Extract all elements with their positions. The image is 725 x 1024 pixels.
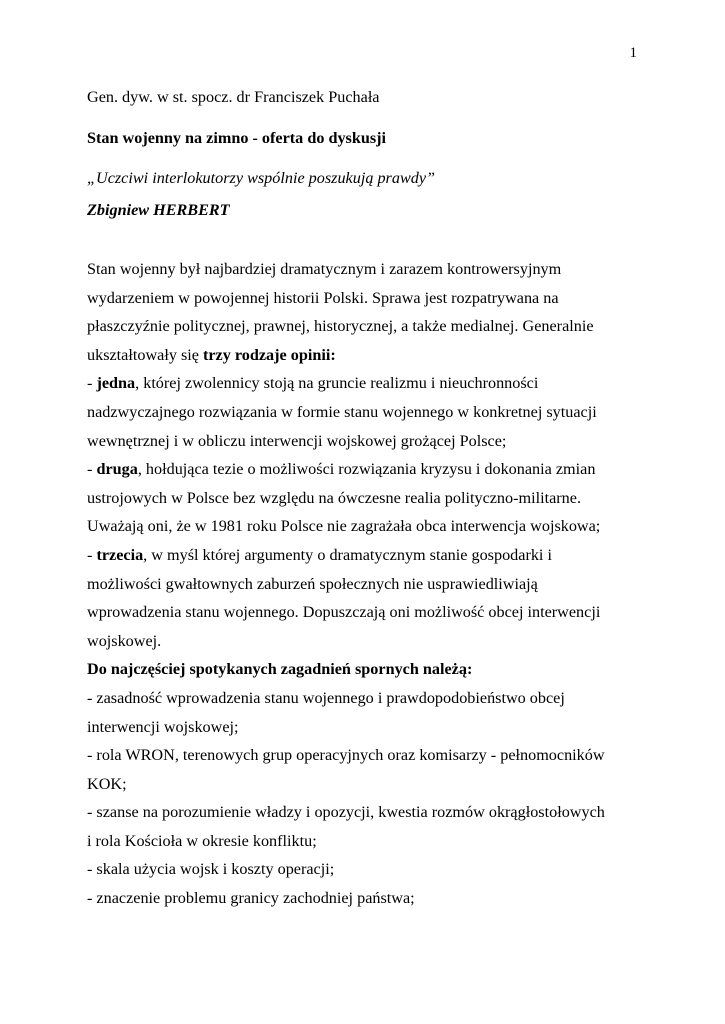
bold-text: trzy rodzaje opinii: — [202, 345, 336, 364]
text-line: płaszczyźnie politycznej, prawnej, historycznej, a także medialnej. Generalnie — [87, 317, 594, 336]
text-line: wewnętrznej i w obliczu interwencji wojskowej grożącej Polsce; — [87, 431, 507, 450]
text-run: - — [87, 460, 97, 479]
text-line: i rola Kościoła w okresie konfliktu; — [87, 831, 317, 850]
list-item: - znaczenie problemu granicy zachodniej państwa; — [87, 889, 415, 908]
list-item: - skala użycia wojsk i koszty operacji; — [87, 860, 335, 879]
list-item: - rola WRON, terenowych grup operacyjnych oraz komisarzy - pełnomocników — [87, 746, 605, 765]
page-number: 1 — [629, 45, 637, 61]
motto-author: Zbigniew HERBERT — [87, 201, 230, 219]
motto-quote: „Uczciwi interlokutorzy wspólnie poszukują prawdy” — [87, 169, 436, 187]
author-line: Gen. dyw. w st. spocz. dr Franciszek Puchała — [87, 88, 380, 106]
text-run: , której zwolennicy stoją na gruncie realizmu i nieuchronności — [135, 374, 539, 393]
list-item: - zasadność wprowadzenia stanu wojennego i prawdopodobieństwo obcej — [87, 688, 565, 707]
text-run: ukształtowały się — [87, 345, 203, 364]
list-item: - szanse na porozumienie władzy i opozycji, kwestia rozmów okrągłostołowych — [87, 803, 605, 822]
document-title: Stan wojenny na zimno - oferta do dyskusji — [87, 129, 387, 147]
opinion-item-first — [87, 369, 647, 398]
opinion-item-third — [87, 541, 647, 570]
bold-text: druga — [96, 460, 138, 479]
bold-text: Do najczęściej spotykanych zagadnień spornych należą: — [87, 660, 473, 679]
text-line: Stan wojenny był najbardziej dramatycznym i zarazem kontrowersyjnym — [87, 260, 562, 278]
bold-text: jedna — [96, 374, 136, 393]
text-run: , w myśl której argumenty o dramatycznym stanie gospodarki i — [143, 545, 552, 564]
body-text — [87, 255, 647, 913]
text-line: wojskowej. — [87, 631, 162, 650]
text-line: wydarzeniem w powojennej historii Polski. Sprawa jest rozpatrywana na — [87, 288, 559, 307]
text-line: Uważają oni, że w 1981 roku Polsce nie zagrażała obca interwencja wojskowa; — [87, 517, 601, 536]
text-line: wprowadzenia stanu wojennego. Dopuszczają oni możliwość obcej interwencji — [87, 603, 601, 622]
text-line: nadzwyczajnego rozwiązania w formie stanu wojennego w konkretnej sytuacji — [87, 402, 597, 421]
bold-text: trzecia — [96, 545, 144, 564]
text-line: ustrojowych w Polsce bez względu na ówczesne realia polityczno-militarne. — [87, 488, 581, 507]
text-line: interwencji wojskowej; — [87, 717, 239, 736]
text-run: , hołdująca tezie o możliwości rozwiązania kryzysu i dokonania zmian — [137, 460, 596, 479]
text-run: - — [87, 545, 97, 564]
section-heading — [87, 655, 647, 684]
text-run: - — [87, 374, 97, 393]
text-line: możliwości gwałtownych zaburzeń społecznych nie usprawiedliwiają — [87, 574, 538, 593]
text-line: KOK; — [87, 774, 127, 793]
text-line — [87, 341, 647, 370]
opinion-item-second — [87, 455, 647, 484]
